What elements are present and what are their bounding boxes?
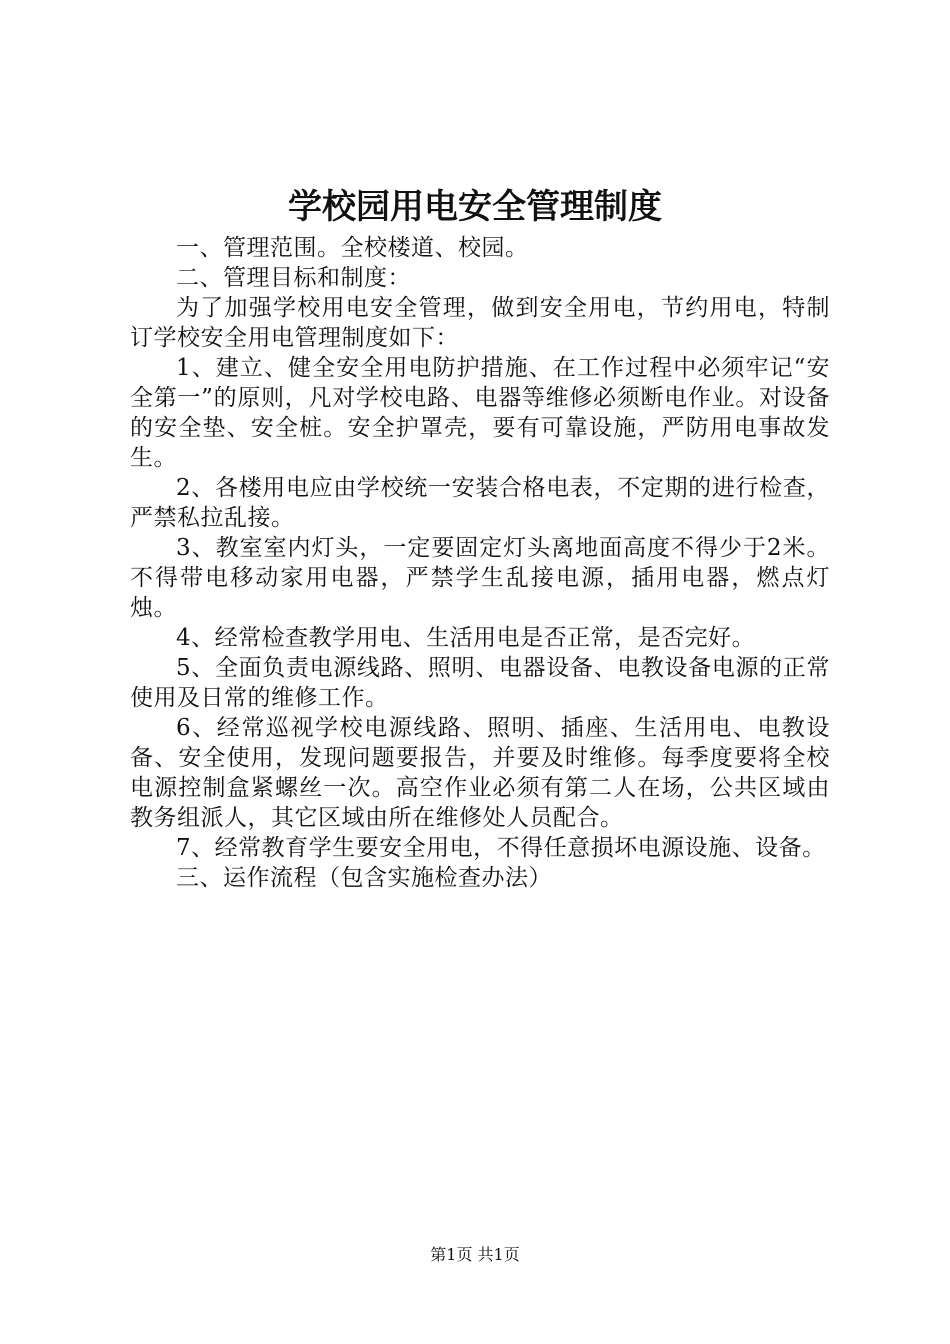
paragraph-scope: 一、管理范围。全校楼道、校园。: [176, 235, 529, 261]
paragraph-rule-1: 1、建立、健全安全用电防护措施、在工作过程中必须牢记“安全第一”的原则，凡对学校电路、电器等维修必须断电作业。对设备的安全垫、安全桩。安全护罩壳，要有可靠设施，严防用电事故发生。: [130, 355, 830, 471]
paragraph-intro: 为了加强学校用电安全管理，做到安全用电，节约用电，特制订学校安全用电管理制度如下：: [130, 295, 830, 351]
paragraph-goals-heading: 二、管理目标和制度：: [176, 265, 411, 291]
paragraph-rule-2: 2、各楼用电应由学校统一安装合格电表，不定期的进行检查，严禁私拉乱接。: [130, 475, 830, 531]
document-title: 学校园用电安全管理制度: [288, 187, 662, 227]
paragraph-rule-6: 6、经常巡视学校电源线路、照明、插座、生活用电、电教设备、安全使用，发现问题要报告，并要及时维修。每季度要将全校电源控制盒紧螺丝一次。高空作业必须有第二人在场，公共区域由教务组派人，其它区域由所在维修处人员配合。: [130, 715, 830, 831]
page-footer: 第1页 共1页: [430, 1245, 520, 1264]
document-body: [130, 233, 830, 893]
paragraph-rule-5: 5、全面负责电源线路、照明、电器设备、电教设备电源的正常使用及日常的维修工作。: [130, 655, 830, 711]
paragraph-rule-7: 7、经常教育学生要安全用电，不得任意损坏电源设施、设备。: [176, 835, 826, 861]
paragraph-process-heading: 三、运作流程（包含实施检查办法）: [176, 865, 552, 891]
paragraph-rule-4: 4、经常检查教学用电、生活用电是否正常，是否完好。: [176, 625, 756, 651]
paragraph-rule-3: 3、教室室内灯头，一定要固定灯头离地面高度不得少于2米。不得带电移动家用电器，严禁学生乱接电源，插用电器，燃点灯烛。: [130, 535, 830, 621]
